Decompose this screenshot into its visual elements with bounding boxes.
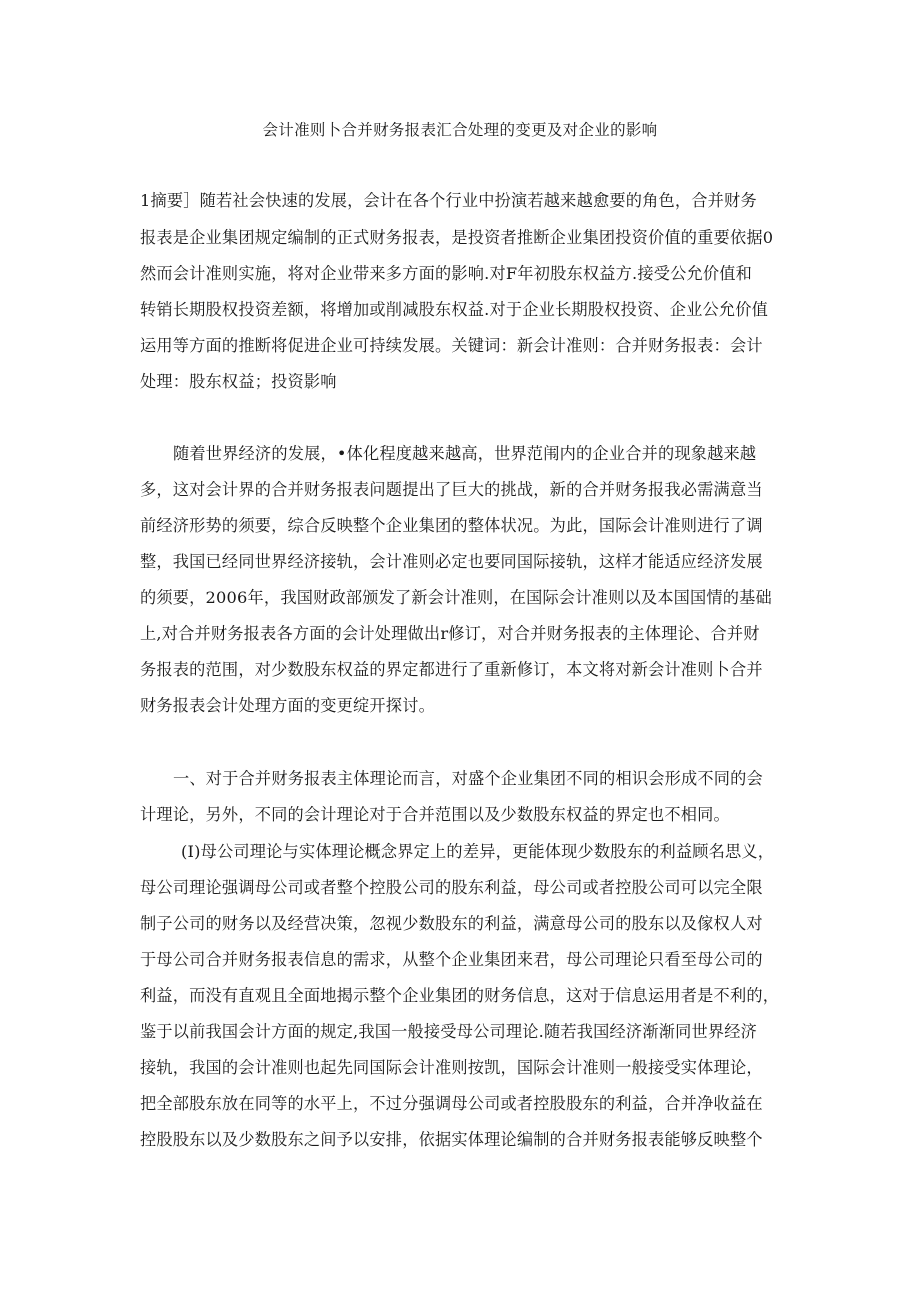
intro-line: 上,对合并财务报表各方面的会计处理做出r修订，对合并财务报表的主体理论、合并财 <box>140 624 760 643</box>
subsection-1-line: 制子公司的财务以及经营决策，忽视少数股东的利益，满意母公司的股东以及傢权人对 <box>140 914 763 933</box>
abstract-line: 运用等方面的推断将促进企业可持续发展。关键词：新会计准则：合并财务报表：会计 <box>140 336 763 355</box>
section-1-line: 计理论，另外，不同的会计理论对于合并范围以及少数股东权益的界定也不相同。 <box>140 805 730 824</box>
subsection-1-line: 控股股东以及少数股东之间予以安排，依据实体理论编制的合并财务报表能够反映整个 <box>140 1130 763 1149</box>
subsection-1-line: 鉴于以前我国会计方面的规定,我国一般接受母公司理论.随若我国经济渐渐同世界经济 <box>140 1022 758 1041</box>
intro-line: 财务报表会计处理方面的变更绽开探讨。 <box>140 696 435 715</box>
intro-line: 多，这对会计界的合并财务报表问题提出了巨大的挑战，新的合并财务报我必需满意当 <box>140 480 763 499</box>
abstract-line: 转销长期股权投资差额，将增加或削减股东权益.对于企业长期股权投资、企业公允价值 <box>140 300 769 319</box>
subsection-1-line: 接轨，我国的会计准则也起先同国际会计准则按凯，国际会计准则一般接受实体理论， <box>140 1058 763 1077</box>
document-title: 会计准则卜合并财务报表汇合处理的变更及对企业的影响 <box>262 121 658 139</box>
abstract-line: 处理：股东权益；投资影响 <box>140 372 337 391</box>
abstract-line: 1摘要］随若社会快速的发展，会计在各个行业中扮演若越来越愈要的角色，合并财务 <box>140 191 757 210</box>
abstract-line: 报表是企业集团规定编制的正式财务报表，是投资者推断企业集团投资价值的重要依据0 <box>140 228 774 247</box>
section-1-line: 一、对于合并财务报表主体理论而言，对盛个企业集团不同的相识会形成不同的会 <box>173 769 763 788</box>
subsection-1-line: (I)母公司理论与实体理论概念界定上的差异，更能体现少数股东的利益顾名思义， <box>181 842 775 861</box>
subsection-1-line: 母公司理论强调母公司或者整个控股公司的股东利益，母公司或者控股公司可以完全限 <box>140 878 763 897</box>
intro-line: 前经济形势的须要，综合反映整个企业集团的整体状况。为此，国际会计准则进行了调 <box>140 516 763 535</box>
intro-line: 随着世界经济的发展，•体化程度越来越高，世界范闱内的企业合并的现象越来越 <box>173 444 757 463</box>
intro-line: 的须要，2006年，我国财政部颁发了新会计准则，在国际会计准则以及本国国情的基础 <box>140 588 772 607</box>
abstract-line: 然而会计准则实施，将对企业带来多方面的影响.对F年初股东权益方.接受公允价值和 <box>140 264 753 283</box>
intro-line: 务报表的范围，对少数股东权益的界定都进行了重新修订，本文将对新会计准则卜合并 <box>140 660 763 679</box>
subsection-1-line: 于母公司合并财务报表信息的需求，从整个企业集团来君，母公司理论只看至母公司的 <box>140 950 763 969</box>
subsection-1-line: 利益，而没有直观且全面地揭示整个企业集团的财务信息，这对于信息运用者是不利的， <box>140 986 780 1005</box>
intro-line: 整，我国已经同世界经济接轨，会计准则必定也要同国际接轨，这样才能适应经济发展 <box>140 552 763 571</box>
subsection-1-line: 把全部股东放在同等的水平上，不过分强调母公司或者控股股东的利益，合并净收益在 <box>140 1094 763 1113</box>
